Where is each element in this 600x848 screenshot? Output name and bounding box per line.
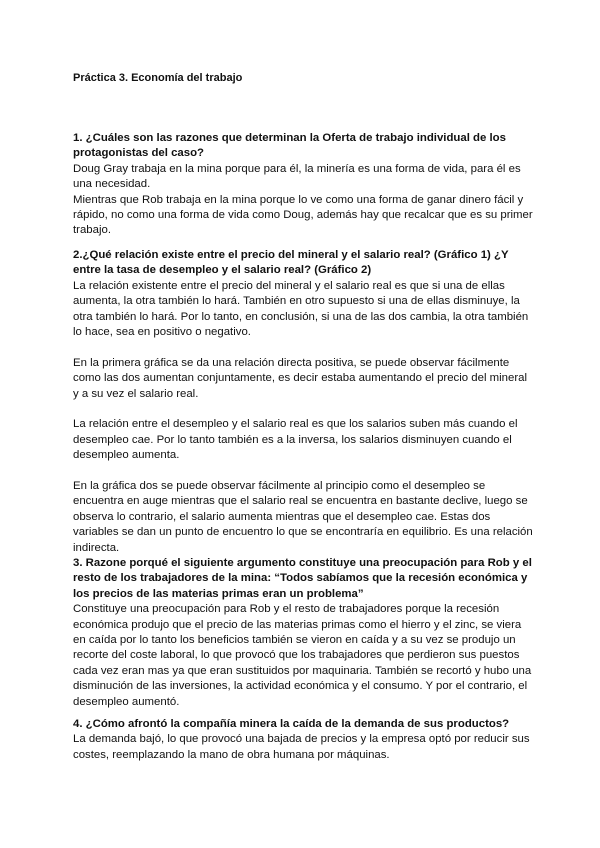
section-question-4: [73, 717, 533, 763]
answer-paragraph: En la gráfica dos se puede observar fácilmente al principio como el desempleo se encuentra en auge mientras que el salario real se encuentra en bastante declive, luego se observa lo contrario, el salario aumenta mientras que el desempleo cae. Estas dos variables se dan un punto de encuentro lo que se encontraría en equilibrio. Es una relación indirecta.: [73, 480, 533, 554]
answer-paragraph: La demanda bajó, lo que provocó una bajada de precios y la empresa optó por reducir sus costes, reemplazando la mano de obra humana por máquinas.: [73, 733, 530, 761]
question-heading: 1. ¿Cuáles son las razones que determinan la Oferta de trabajo individual de los protagonistas del caso?: [73, 132, 506, 160]
answer-paragraph: En la primera gráfica se da una relación directa positiva, se puede observar fácilmente como las dos aumentan conjuntamente, es decir estaba aumentando el precio del mineral y a su vez el salario real.: [73, 356, 527, 400]
document-title: Práctica 3. Economía del trabajo: [73, 72, 243, 84]
section-question-2: [73, 248, 533, 556]
answer-paragraph: Doug Gray trabaja en la mina porque para él, la minería es una forma de vida, para él es una necesidad.: [73, 162, 521, 191]
question-heading: 2.¿Qué relación existe entre el precio del mineral y el salario real? (Gráfico 1) ¿Y entre la tasa de desempleo y el salario real? (Gráfico 2): [73, 249, 509, 277]
section-question-3: [73, 556, 533, 710]
question-heading: 4. ¿Cómo afrontó la compañía minera la caída de la demanda de sus productos?: [73, 718, 510, 730]
answer-paragraph: Mientras que Rob trabaja en la mina porque lo ve como una forma de ganar dinero fácil y rápido, no como una forma de vida como Doug, además hay que recalcar que es su primer trabajo.: [73, 193, 533, 237]
section-question-1: [73, 131, 533, 239]
answer-paragraph: Constituye una preocupación para Rob y el resto de trabajadores porque la recesión económica produjo que el precio de las materias primas como el hierro y el zinc, se viera en caída por lo tanto los beneficios también se vieron en caída y a su vez se produjo un recorte del coste laboral, lo que provocó que los trabajadores que perdieron sus puestos cada vez eran mas ya que eran sustituidos por maquinaria. También se recortó y hubo una disminución de las inversiones, la actividad económica y el consumo. Y por el contrario, el desempleo aumentó.: [73, 603, 532, 708]
answer-paragraph: La relación existente entre el precio del mineral y el salario real es que si una de ellas aumenta, la otra también lo hará. También en otro supuesto si una de ellas disminuye, la otra también lo hará. Por lo tanto, en conclusión, si una de las dos cambia, la otra también lo hace, sea en positivo o negativo.: [73, 279, 529, 339]
question-heading: 3. Razone porqué el siguiente argumento constituye una preocupación para Rob y el resto de los trabajadores de la mina: “Todos sabíamos que la recesión económica y los precios de las materias primas eran un problema”: [73, 557, 532, 600]
answer-paragraph: La relación entre el desempleo y el salario real es que los salarios suben más cuando el desempleo cae. Por lo tanto también es a la inversa, los salarios disminuyen cuando el desempleo aumenta.: [73, 418, 518, 462]
